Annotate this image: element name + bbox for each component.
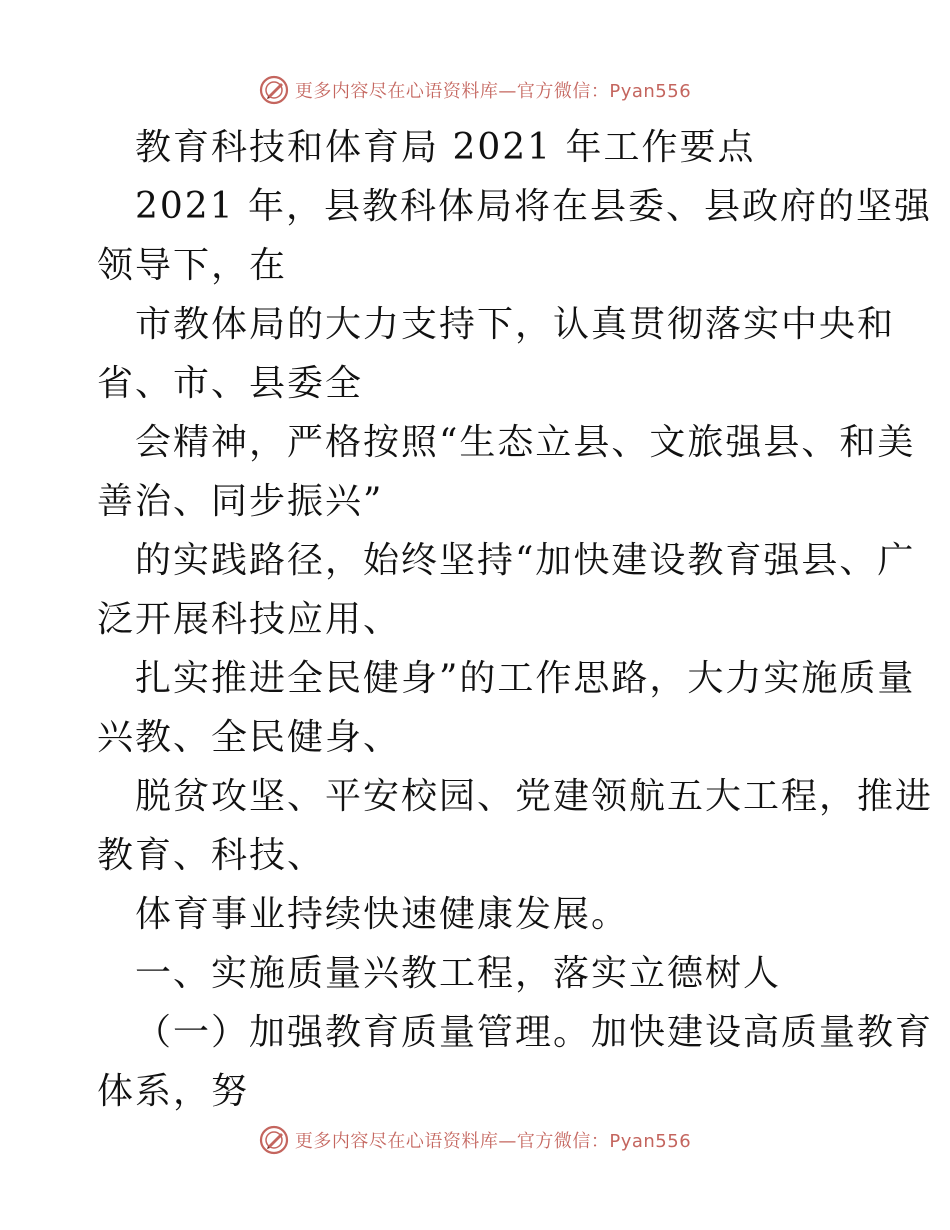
paragraph-line: 体育事业持续快速健康发展。 — [135, 894, 630, 935]
paragraph-line: 兴教、全民健身、 — [97, 717, 402, 758]
paragraph-line: 2021 年，县教科体局将在县委、县政府的坚强 — [135, 186, 933, 227]
paragraph-line: 会精神，严格按照“生态立县、文旅强县、和美 — [135, 422, 916, 463]
document-body — [97, 118, 934, 1121]
paragraph-line: 教育、科技、 — [97, 835, 326, 876]
paragraph-line: 省、市、县委全 — [97, 363, 364, 404]
footer-watermark-text: 更多内容尽在心语资料库—官方微信：Pyan556 — [294, 1131, 692, 1152]
footer-watermark-banner — [0, 1120, 950, 1160]
paragraph-line: 的实践路径，始终坚持“加快建设教育强县、广 — [135, 540, 916, 581]
paragraph-line: 市教体局的大力支持下，认真贯彻落实中央和 — [135, 304, 896, 345]
paragraph-line: 扎实推进全民健身”的工作思路，大力实施质量 — [135, 658, 916, 699]
paragraph-line: 泛开展科技应用、 — [97, 599, 402, 640]
subsection-heading: （一）加强教育质量管理。加快建设高质量教育 — [135, 1012, 934, 1053]
document-title: 教育科技和体育局 2021 年工作要点 — [135, 127, 756, 168]
paragraph-line: 体系，努 — [97, 1071, 250, 1112]
header-watermark-text: 更多内容尽在心语资料库—官方微信：Pyan556 — [294, 81, 692, 102]
pen-logo-icon — [259, 75, 289, 105]
paragraph-line: 脱贫攻坚、平安校园、党建领航五大工程，推进 — [135, 776, 934, 817]
section-heading: 一、实施质量兴教工程，落实立德树人 — [135, 953, 782, 994]
header-watermark-banner — [0, 70, 950, 110]
pen-logo-icon — [259, 1125, 289, 1155]
paragraph-line: 领导下，在 — [97, 245, 288, 286]
paragraph-line: 善治、同步振兴” — [97, 481, 384, 522]
